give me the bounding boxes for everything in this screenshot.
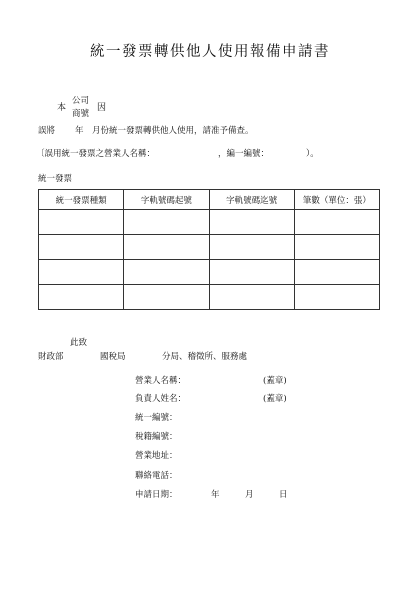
header-end-number: 字軌號碼迄號 — [209, 190, 294, 210]
header-count: 筆數（單位：張） — [294, 190, 379, 210]
intro-rest: 月份統一發票轉供他人使用，請准予備查。 — [92, 126, 254, 136]
closing-bureau: 國稅局 — [100, 352, 126, 362]
responsible-seal: (蓋章) — [263, 394, 287, 404]
date-year: 年 — [211, 490, 220, 500]
page-title: 統一發票轉供他人使用報備申請書 — [90, 44, 330, 60]
closing-ministry: 財政部 — [38, 352, 64, 362]
salutation-yin: 因 — [97, 103, 107, 113]
table-cell[interactable] — [39, 210, 124, 235]
table-cell[interactable] — [209, 285, 294, 310]
header-invoice-type: 統一發票種類 — [39, 190, 124, 210]
table-row — [39, 235, 380, 260]
table-cell[interactable] — [209, 260, 294, 285]
note-open: 〔誤用統一發票之營業人名稱： — [36, 149, 156, 159]
business-seal: (蓋章) — [263, 376, 287, 386]
table-header-row — [39, 190, 380, 210]
table-cell[interactable] — [294, 210, 379, 235]
date-label: 申請日期： — [135, 490, 178, 500]
table-cell[interactable] — [124, 235, 209, 260]
intro-lead: 誤將 — [38, 126, 56, 136]
uniform-id-label: 統一編號： — [135, 413, 178, 423]
date-month: 月 — [245, 490, 254, 500]
table-cell[interactable] — [209, 210, 294, 235]
address-label: 營業地址： — [135, 451, 178, 461]
note-close: ）。 — [306, 149, 319, 159]
closing-ci-zhi: 此致 — [70, 338, 88, 348]
table-cell[interactable] — [39, 260, 124, 285]
table-cell[interactable] — [124, 260, 209, 285]
table-row — [39, 260, 380, 285]
table-cell[interactable] — [209, 235, 294, 260]
closing-offices: 分局、稽徵所、服務處 — [162, 352, 248, 362]
table-cell[interactable] — [39, 285, 124, 310]
header-start-number: 字軌號碼起號 — [124, 190, 209, 210]
table-cell[interactable] — [124, 285, 209, 310]
table-cell[interactable] — [39, 235, 124, 260]
table-row — [39, 285, 380, 310]
table-label: 統一發票 — [38, 174, 73, 184]
business-name-label: 營業人名稱： — [135, 376, 187, 386]
table-cell[interactable] — [124, 210, 209, 235]
salutation-company: 公司 — [72, 96, 90, 106]
intro-year: 年 — [75, 126, 84, 136]
table-cell[interactable] — [294, 260, 379, 285]
table-cell[interactable] — [294, 235, 379, 260]
table-row — [39, 210, 380, 235]
salutation-store: 商號 — [72, 109, 90, 119]
table-cell[interactable] — [294, 285, 379, 310]
invoice-table — [38, 189, 380, 310]
tax-reg-label: 稅籍編號： — [135, 432, 178, 442]
date-day: 日 — [279, 490, 288, 500]
salutation-ben: 本 — [57, 103, 67, 113]
note-tax-id: ，編一編號： — [218, 149, 270, 159]
responsible-name-label: 負責人姓名： — [135, 394, 187, 404]
phone-label: 聯絡電話： — [135, 471, 178, 481]
